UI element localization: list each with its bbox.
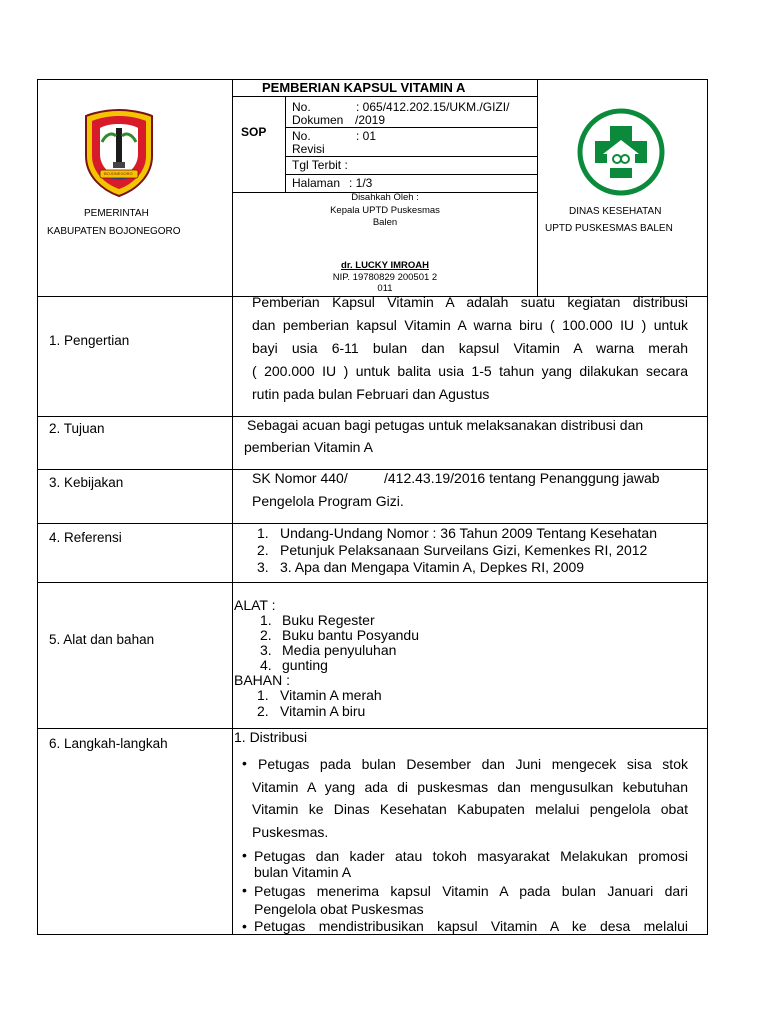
approval-name: dr. LUCKY IMROAH <box>341 260 429 271</box>
alat-item-2: Buku bantu Posyandu <box>282 627 419 643</box>
header-right-line1: DINAS KESEHATAN <box>569 206 662 217</box>
dinkes-logo <box>577 108 665 196</box>
approval-block <box>233 192 537 296</box>
pengertian-label: 1. Pengertian <box>49 333 130 348</box>
bullet-icon: • <box>242 847 247 863</box>
doc-no-label-1: No. <box>292 100 311 114</box>
bahan-item-1: Vitamin A merah <box>280 687 382 703</box>
langkah-b1-line-4: Puskesmas. <box>252 824 329 840</box>
alat-num-1: 1. <box>260 612 272 628</box>
tujuan-line-2: pemberian Vitamin A <box>244 439 373 455</box>
langkah-b4-line-1: Petugas mendistribusikan kapsul Vitamin A ke desa melalui <box>254 918 688 934</box>
halaman-value: : 1/3 <box>349 176 373 190</box>
referensi-item-2: Petunjuk Pelaksanaan Surveilans Gizi, Kemenkes RI, 2012 <box>280 542 648 558</box>
alat-num-4: 4. <box>260 657 272 673</box>
halaman-label: Halaman <box>292 176 341 190</box>
pengertian-line-2: dan pemberian kapsul Vitamin A warna biru ( 100.000 IU ) untuk <box>252 317 688 333</box>
approval-nip-2: 011 <box>377 283 393 294</box>
pengertian-line-5: rutin pada bulan Februari dan Agustus <box>252 386 490 402</box>
pengertian-line-3: bayi usia 6-11 bulan dan kapsul Vitamin A warna merah <box>252 340 688 356</box>
kebijakan-line-1b: /412.43.19/2016 tentang Penanggung jawab <box>384 470 660 486</box>
bahan-head: BAHAN : <box>234 672 291 688</box>
bullet-icon: • <box>242 882 247 898</box>
kebijakan-line-2: Pengelola Program Gizi. <box>252 493 404 509</box>
bojonegoro-logo <box>80 106 158 198</box>
referensi-num-2: 2. <box>257 542 269 558</box>
referensi-item-1: Undang-Undang Nomor : 36 Tahun 2009 Tentang Kesehatan <box>280 525 657 541</box>
approval-line2: Kepala UPTD Puskesmas <box>330 205 440 216</box>
tgl-terbit-label: Tgl Terbit : <box>292 158 348 172</box>
alat-item-3: Media penyuluhan <box>282 642 397 658</box>
bullet-icon: • <box>242 755 247 771</box>
tujuan-line-1: Sebagai acuan bagi petugas untuk melaksanakan distribusi dan <box>247 417 644 433</box>
bullet-icon: • <box>242 918 247 934</box>
rev-no-label-1: No. <box>292 129 311 143</box>
langkah-sub-head: 1. Distribusi <box>234 729 308 745</box>
header-right-line2: UPTD PUSKESMAS BALEN <box>545 223 673 234</box>
header-left-line1: PEMERINTAH <box>84 208 149 219</box>
kebijakan-line-1a: SK Nomor 440/ <box>252 470 348 486</box>
bahan-item-2: Vitamin A biru <box>280 703 366 719</box>
langkah-b2-line-2: bulan Vitamin A <box>254 864 352 880</box>
langkah-b3-line-2: Pengelola obat Puskesmas <box>254 901 424 917</box>
approval-line1: Disahkah Oleh : <box>351 192 419 203</box>
langkah-label: 6. Langkah-langkah <box>49 736 168 751</box>
rev-no-label-2: Revisi <box>292 142 325 156</box>
approval-line3: Balen <box>372 217 398 228</box>
referensi-num-1: 1. <box>257 525 269 541</box>
langkah-b3-line-1: Petugas menerima kapsul Vitamin A pada bulan Januari dari <box>254 883 688 899</box>
pengertian-line-4: ( 200.000 IU ) untuk balita usia 1-5 tahun yang dilakukan secara <box>252 363 688 379</box>
doc-no-value-1: : 065/412.202.15/UKM./GIZI/ <box>356 100 510 114</box>
referensi-num-3: 3. <box>257 559 269 575</box>
referensi-item-3: 3. Apa dan Mengapa Vitamin A, Depkes RI, 2009 <box>280 559 585 575</box>
doc-no-label-2: Dokumen <box>292 113 344 127</box>
doc-no-value-2: /2019 <box>355 113 386 127</box>
bahan-num-1: 1. <box>257 687 269 703</box>
bahan-num-2: 2. <box>257 703 269 719</box>
langkah-b1-line-1: Petugas pada bulan Desember dan Juni mengecek sisa stok <box>258 756 688 772</box>
logo-banner-text: BOJONEGORO <box>104 171 133 176</box>
alat-item-4: gunting <box>282 657 328 673</box>
alat-num-2: 2. <box>260 627 272 643</box>
tujuan-label: 2. Tujuan <box>49 421 105 436</box>
alat-bahan-label: 5. Alat dan bahan <box>49 632 155 647</box>
kebijakan-label: 3. Kebijakan <box>49 475 124 490</box>
rev-no-value: : 01 <box>356 129 377 143</box>
pengertian-line-1: Pemberian Kapsul Vitamin A adalah suatu kegiatan distribusi <box>252 294 688 310</box>
alat-head: ALAT : <box>234 597 276 613</box>
approval-nip-1: NIP. 19780829 200501 2 <box>332 272 438 283</box>
document-title: PEMBERIAN KAPSUL VITAMIN A <box>262 80 466 95</box>
langkah-b1-line-2: Vitamin A yang ada di puskesmas dan mengusulkan kebutuhan <box>252 779 688 795</box>
sop-label: SOP <box>241 125 267 139</box>
alat-item-1: Buku Regester <box>282 612 375 628</box>
langkah-b1-line-3: Vitamin ke Dinas Kesehatan Kabupaten melalui pengelola obat <box>252 801 688 817</box>
langkah-b2-line-1: Petugas dan kader atau tokoh masyarakat Melakukan promosi <box>254 848 688 864</box>
referensi-label: 4. Referensi <box>49 530 122 545</box>
alat-num-3: 3. <box>260 642 272 658</box>
header-left-line2: KABUPATEN BOJONEGORO <box>47 226 181 237</box>
